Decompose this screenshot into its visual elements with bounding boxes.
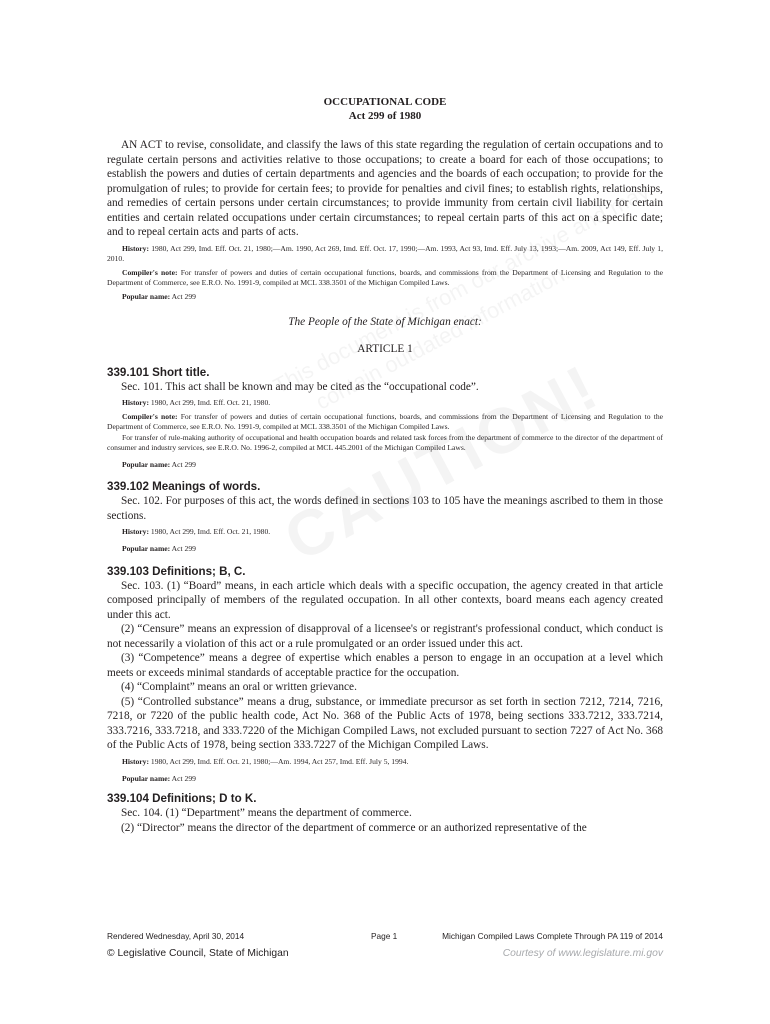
section-339-103-para-4: (4) “Complaint” means an oral or written grievance. xyxy=(121,681,357,694)
section-339-101-history: History: 1980, Act 299, Imd. Eff. Oct. 21, 1980. xyxy=(122,398,271,408)
section-339-103-para-2: (2) “Censure” means an expression of disapproval of a licensee's or registrant's professional conduct, which conduct is not necessarily a violation of this act or a rule promulgated or an order issued under this act. xyxy=(107,623,663,650)
preamble-text: AN ACT to revise, consolidate, and classify the laws of this state regarding the regulation of certain occupations and to regulate certain persons and activities relative to those occupations; to create a board for each of those occupations; to establish the powers and duties of certain departments and agencies and the boards of each occupation; to provide for the promulgation of rules; to provide for certain fees; to provide for penalties and civil fines; to establish rights, relationships, and remedies of certain persons under certain circumstances; to provide immunity from certain civil liability for certain entities and certain related occupations under certain circumstances; to repeal certain parts of this act on a specific date; and to repeal certain acts and parts of acts. xyxy=(107,139,663,238)
section-339-103-heading: 339.103 Definitions; B, C. xyxy=(107,564,246,578)
section-339-103-para-1: Sec. 103. (1) “Board” means, in each article which deals with a specific occupation, the agency created in that article composed principally of members of the regulated occupation. In all other contexts, board means each agency created under this act. xyxy=(107,579,663,621)
footer-rendered-date: Rendered Wednesday, April 30, 2014 xyxy=(107,931,245,941)
section-339-104-para-1: Sec. 104. (1) “Department” means the department of commerce. xyxy=(121,807,412,820)
section-339-101-compiler-note-2: For transfer of rule-making authority of occupational and health occupation boards and related task forces from the department of commerce to the director of the department of consumer and industry services, see E.R.O. No. 1996-2, compiled at MCL 445.2001 of the Michigan Compiled Laws. xyxy=(107,432,663,452)
section-339-101-compiler-note: Compiler's note: For transfer of powers and duties of certain occupational functions, boards, and commissions from the Department of Licensing and Regulation to the Department of Commerce, see E.R.O. No. 1991-9, compiled at MCL 338.3501 of the Michigan Compiled Laws. xyxy=(107,412,664,432)
preamble-popular-name: Popular name: Act 299 xyxy=(122,292,196,302)
section-339-103-popular-name: Popular name: Act 299 xyxy=(122,773,196,783)
section-339-101-text: Sec. 101. This act shall be known and may be cited as the “occupational code”. xyxy=(121,380,479,393)
article-heading: ARTICLE 1 xyxy=(357,342,413,355)
footer-compiled-through: Michigan Compiled Laws Complete Through PA 119 of 2014 xyxy=(442,931,663,941)
preamble-compiler-note: Compiler's note: For transfer of powers and duties of certain occupational functions, boards, and commissions from the Department of Licensing and Regulation to the Department of Commerce, see E.R.O. No. 1991-9, compiled at MCL 338.3501 of the Michigan Compiled Laws. xyxy=(107,267,664,288)
section-339-102-text: Sec. 102. For purposes of this act, the words defined in sections 103 to 105 have the meanings ascribed to them in those sections. xyxy=(107,495,663,522)
footer-courtesy-link[interactable]: Courtesy of www.legislature.mi.gov xyxy=(502,948,663,959)
section-339-103-para-5: (5) “Controlled substance” means a drug, substance, or immediate precursor as set forth in section 7212, 7214, 7216, 7218, or 7220 of the public health code, Act No. 368 of the Public Acts of 1978, being sections 333.7212, 333.7214, 333.7216, 333.7218, and 333.7220 of the Michigan Compiled Laws, not excluded pursuant to section 7227 of Act No. 368 of the Public Acts of 1978, being section 333.7227 of the Michigan Compiled Laws. xyxy=(107,695,663,752)
section-339-102-heading: 339.102 Meanings of words. xyxy=(107,480,261,494)
act-number: Act 299 of 1980 xyxy=(348,110,422,122)
section-339-102-history: History: 1980, Act 299, Imd. Eff. Oct. 21, 1980. xyxy=(122,527,271,537)
section-339-103-para-3: (3) “Competence” means a degree of expertise which enables a person to engage in an occupation at a level which meets or exceeds minimal standards of acceptable practice for the occupation. xyxy=(107,652,663,679)
section-339-104-para-2: (2) “Director” means the director of the department of commerce or an authorized representative of the xyxy=(121,821,587,834)
section-339-104-heading: 339.104 Definitions; D to K. xyxy=(107,792,257,806)
section-339-101-popular-name: Popular name: Act 299 xyxy=(122,460,196,470)
section-339-101-heading: 339.101 Short title. xyxy=(107,365,210,379)
footer-copyright: © Legislative Council, State of Michigan xyxy=(107,948,289,959)
section-339-103-history: History: 1980, Act 299, Imd. Eff. Oct. 21, 1980;—Am. 1994, Act 257, Imd. Eff. July 5, 1994. xyxy=(122,756,409,766)
enacting-clause: The People of the State of Michigan enact: xyxy=(288,315,482,328)
document-page xyxy=(107,95,663,835)
section-339-102-popular-name: Popular name: Act 299 xyxy=(122,544,196,554)
footer-page-number: Page 1 xyxy=(371,931,398,941)
code-title: OCCUPATIONAL CODE xyxy=(323,96,447,108)
page-footer xyxy=(107,931,663,964)
preamble-history: History: 1980, Act 299, Imd. Eff. Oct. 21, 1980;—Am. 1990, Act 269, Imd. Eff. Oct. 17, 1990;—Am. 1993, Act 93, Imd. Eff. July 13, 1993;—Am. 2009, Act 149, Eff. July 1, 2010. xyxy=(107,243,663,263)
